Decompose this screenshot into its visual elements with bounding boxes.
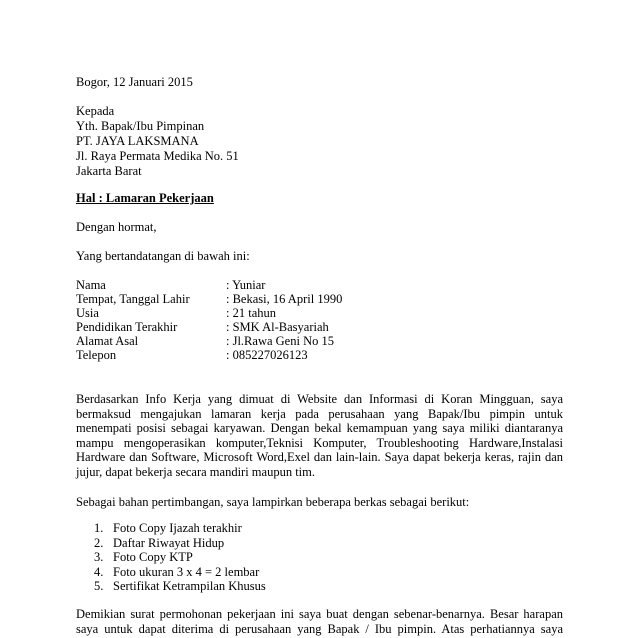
identity-value: : Bekasi, 16 April 1990	[226, 292, 343, 306]
list-item: Sertifikat Ketrampilan Khusus	[113, 579, 266, 593]
list-number: 5.	[94, 579, 104, 593]
address-line-1: Jl. Raya Permata Medika No. 51	[76, 149, 239, 163]
to-label: Kepada	[76, 104, 115, 118]
list-number: 3.	[94, 550, 104, 564]
identity-label: Telepon	[76, 348, 117, 362]
place-date: Bogor, 12 Januari 2015	[76, 75, 193, 89]
identity-value: : 21 tahun	[226, 306, 276, 320]
list-item: Daftar Riwayat Hidup	[113, 536, 225, 550]
paragraph-line: saya untuk dapat diterima di perusahaan yang Bapak / Ibu pimpin. Atas perhatiannya saya	[76, 622, 563, 636]
list-number: 4.	[94, 565, 104, 579]
address-line-2: Jakarta Barat	[76, 164, 142, 178]
identity-label: Tempat, Tanggal Lahir	[76, 292, 190, 306]
paragraph-line: Demikian surat permohonan pekerjaan ini saya buat dengan sebenar-benarnya. Besar harapan	[76, 607, 563, 621]
identity-label: Usia	[76, 306, 99, 320]
greeting: Dengan hormat,	[76, 220, 157, 234]
identity-value: : Jl.Rawa Geni No 15	[226, 334, 334, 348]
identity-value: : Yuniar	[226, 278, 266, 292]
attachments-intro: Sebagai bahan pertimbangan, saya lampirkan beberapa berkas sebagai berikut:	[76, 495, 470, 509]
intro: Yang bertandatangan di bawah ini:	[76, 249, 250, 263]
recipient: Yth. Bapak/Ibu Pimpinan	[76, 119, 205, 133]
list-item: Foto Copy KTP	[113, 550, 193, 564]
paragraph-line: Berdasarkan Info Kerja yang dimuat di Website dan Informasi di Koran Mingguan, saya	[76, 392, 563, 406]
paragraph-line: Hardware dan Software, Microsoft Word,Exel dan lain-lain. Saya dapat bekerja keras, rajin dan	[76, 450, 563, 464]
identity-label: Nama	[76, 278, 106, 292]
company-name: PT. JAYA LAKSMANA	[76, 134, 199, 148]
paragraph-line: bermaksud mengajukan lamaran kerja pada perusahaan yang Bapak/Ibu pimpin untuk	[76, 407, 563, 421]
identity-label: Pendidikan Terakhir	[76, 320, 178, 334]
paragraph-line: jujur, dapat bekerja secara mandiri maupun tim.	[76, 465, 315, 479]
list-number: 2.	[94, 536, 104, 550]
identity-label: Alamat Asal	[76, 334, 139, 348]
identity-value: : 085227026123	[226, 348, 308, 362]
list-item: Foto ukuran 3 x 4 = 2 lembar	[113, 565, 260, 579]
subject: Hal : Lamaran Pekerjaan	[76, 191, 214, 205]
paragraph-line: mampu mengoperasikan komputer,Teknisi Komputer, Troubleshooting Hardware,Instalasi	[76, 436, 563, 450]
list-number: 1.	[94, 521, 104, 535]
identity-value: : SMK Al-Basyariah	[226, 320, 329, 334]
paragraph-line: menempati posisi sebagai karyawan. Dengan bekal kemampuan yang saya miliki diantaranya	[76, 421, 563, 435]
list-item: Foto Copy Ijazah terakhir	[113, 521, 242, 535]
